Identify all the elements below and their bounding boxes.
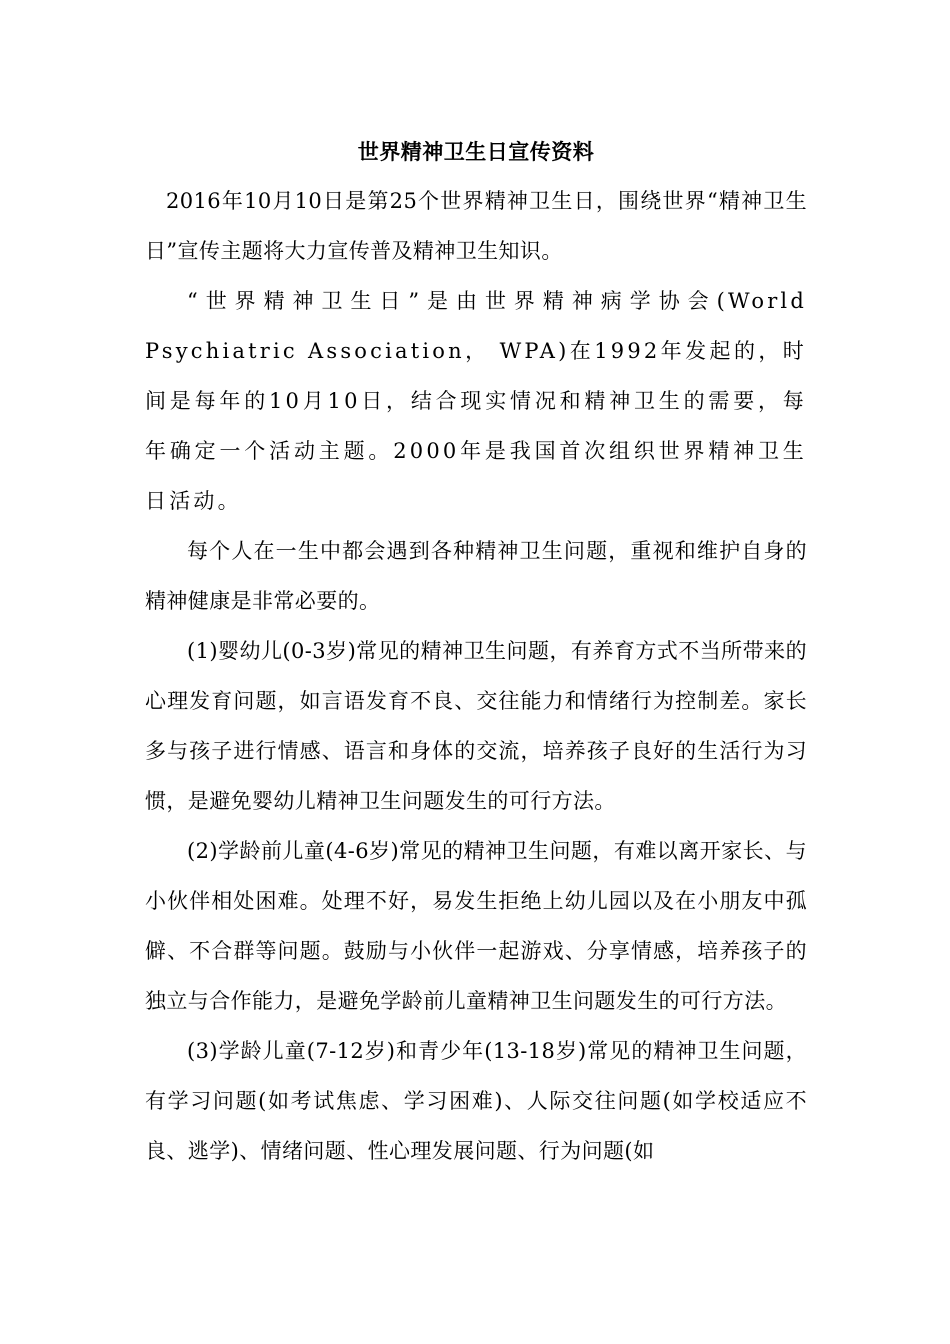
paragraph-infants: (1)婴幼儿(0-3岁)常见的精神卫生问题，有养育方式不当所带来的心理发育问题，如言语发育不良、交往能力和情绪行为控制差。家长多与孩子进行情感、语言和身体的交流，培养孩子良好的生活行为习惯，是避免婴幼儿精神卫生问题发生的可行方法。 bbox=[145, 639, 807, 813]
paragraph-intro: 2016年10月10日是第25个世界精神卫生日，围绕世界“精神卫生日”宣传主题将大力宣传普及精神卫生知识。 bbox=[145, 189, 807, 263]
paragraph-preschool: (2)学龄前儿童(4-6岁)常见的精神卫生问题，有难以离开家长、与小伙伴相处困难。处理不好，易发生拒绝上幼儿园以及在小朋友中孤僻、不合群等问题。鼓励与小伙伴一起游戏、分享情感，培养孩子的独立与合作能力，是避免学龄前儿童精神卫生问题发生的可行方法。 bbox=[145, 839, 807, 1013]
document-body bbox=[145, 130, 807, 1176]
paragraph-history: “世界精神卫生日”是由世界精神病学协会(World Psychiatric Association， WPA)在1992年发起的，时间是每年的10月10日，结合现实情况和精神卫生的需要，每年确定一个活动主题。2000年是我国首次组织世界精神卫生日活动。 bbox=[145, 289, 807, 513]
paragraph-importance: 每个人在一生中都会遇到各种精神卫生问题，重视和维护自身的精神健康是非常必要的。 bbox=[145, 539, 807, 613]
document-title: 世界精神卫生日宣传资料 bbox=[357, 139, 595, 164]
paragraph-school-age: (3)学龄儿童(7-12岁)和青少年(13-18岁)常见的精神卫生问题，有学习问题(如考试焦虑、学习困难)、人际交往问题(如学校适应不良、逃学)、情绪问题、性心理发展问题、行为问题(如 bbox=[145, 1039, 807, 1163]
